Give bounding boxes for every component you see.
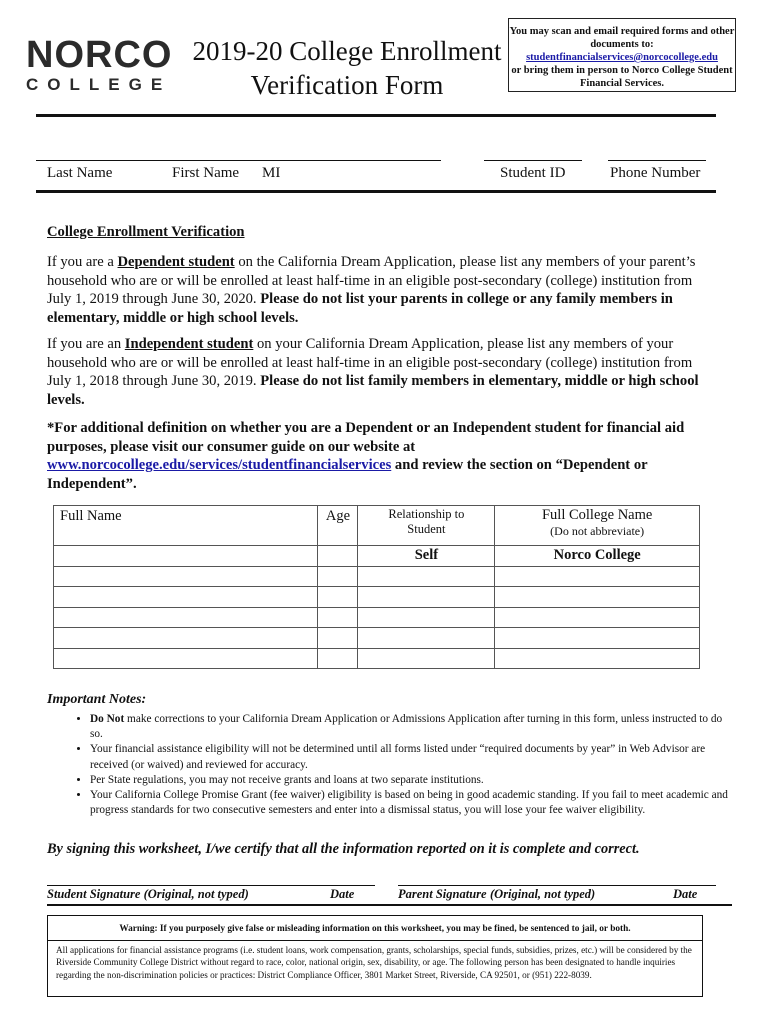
non-discrimination-notice: All applications for financial assistance programs (i.e. student loans, work compensation, grants, scholarships, special funds, subsidies, prizes, etc.) will be considered by the Riverside Community College District without regard to race, color, national origin, sex, disability, or age. The following person has been designated to handle inquiries regarding the non-discrimination policies or practices: District Compliance Officer, 3801 Market Street, Riverside, CA 92501, or (951) 222-8039. — [47, 941, 703, 997]
first-name-label: First Name — [172, 165, 240, 181]
relationship-cell[interactable] — [358, 587, 495, 608]
notice-line1: You may scan and email required forms and other documents to: — [509, 26, 735, 50]
name-input-line[interactable] — [36, 160, 441, 161]
header-divider — [36, 114, 716, 117]
phone-input-line[interactable] — [608, 160, 706, 161]
household-enrollment-table — [53, 505, 700, 669]
notice-line2: or bring them in person to Norco College Student Financial Services. — [511, 65, 733, 89]
age-cell[interactable] — [318, 566, 358, 587]
college-cell[interactable] — [495, 566, 700, 587]
certification-statement: By signing this worksheet, I/we certify that all the information reported on it is complete and correct. — [47, 841, 640, 857]
student-signature-label: Student Signature (Original, not typed) — [47, 887, 249, 901]
relationship-cell[interactable] — [358, 566, 495, 587]
college-cell[interactable] — [495, 587, 700, 608]
form-title — [182, 34, 512, 102]
age-cell[interactable] — [318, 607, 358, 628]
mi-label: MI — [262, 165, 281, 181]
table-row — [54, 566, 700, 587]
self-college-cell: Norco College — [495, 546, 700, 567]
last-name-label: Last Name — [47, 165, 113, 181]
table-row — [54, 628, 700, 649]
definition-paragraph: *For additional definition on whether you are a Dependent or an Independent student for financial aid purposes, please visit our consumer guide on our website at www.norcocollege.edu/services/studentfinancialservices and review the section on “Dependent or Independent”. — [47, 420, 685, 492]
name-cell[interactable] — [54, 648, 318, 669]
note-item: • Do Not make corrections to your California Dream Application or Admissions Application after turning in this form, unless instructed to do so. — [90, 712, 730, 742]
independent-paragraph: If you are an Independent student on your California Dream Application, please list any members of your household who are or will be enrolled at least half-time in an eligible post-secondary (college) institution from July 1, 2018 through June 30, 2019. Please do not list family members in elementary, middle or high school levels. — [47, 336, 699, 408]
table-row — [54, 587, 700, 608]
phone-number-label: Phone Number — [610, 165, 701, 181]
col-full-name: Full Name — [54, 506, 318, 546]
relationship-cell[interactable] — [358, 628, 495, 649]
parent-signature-label: Parent Signature — [398, 887, 487, 901]
name-cell[interactable] — [54, 607, 318, 628]
important-notes-title: Important Notes: — [47, 692, 147, 707]
self-relationship-cell: Self — [358, 546, 495, 567]
col-relationship: Relationship to Student — [358, 506, 495, 546]
student-date-label: Date — [330, 887, 355, 901]
table-row — [54, 607, 700, 628]
student-id-label: Student ID — [500, 165, 566, 181]
self-name-cell[interactable] — [54, 546, 318, 567]
name-cell[interactable] — [54, 628, 318, 649]
note-item: • Per State regulations, you may not receive grants and loans at two separate institutions. — [90, 773, 730, 788]
self-age-cell[interactable] — [318, 546, 358, 567]
age-cell[interactable] — [318, 648, 358, 669]
fields-divider — [36, 190, 716, 193]
parent-signature-note: (Original, not typed) — [490, 887, 596, 901]
age-cell[interactable] — [318, 628, 358, 649]
note-item: • Your financial assistance eligibility will not be determined until all forms listed under “required documents by year” in Web Advisor are received (or waived) and reviewed for accuracy. — [90, 742, 730, 772]
dependent-term: Dependent student — [117, 254, 235, 270]
col-college-note: (Do not abbreviate) — [550, 524, 645, 538]
parent-signature-line[interactable] — [398, 885, 716, 886]
submission-notice-box — [508, 18, 736, 92]
relationship-cell[interactable] — [358, 648, 495, 669]
table-row — [54, 648, 700, 669]
name-cell[interactable] — [54, 566, 318, 587]
notice-email-link[interactable]: studentfinancialservices@norcocollege.edu — [526, 52, 718, 63]
independent-term: Independent student — [124, 336, 254, 352]
student-signature-line[interactable] — [47, 885, 375, 886]
college-cell[interactable] — [495, 648, 700, 669]
warning-box: Warning: If you purposely give false or misleading information on this worksheet, you may be fined, be sentenced to jail, or both. — [47, 915, 703, 941]
important-notes-list — [68, 712, 730, 818]
college-cell[interactable] — [495, 628, 700, 649]
section-heading: College Enrollment Verification — [47, 224, 245, 240]
name-cell[interactable] — [54, 587, 318, 608]
logo-norco: NORCO — [26, 34, 173, 76]
college-cell[interactable] — [495, 607, 700, 628]
parent-date-label: Date — [673, 887, 698, 901]
website-link[interactable]: www.norcocollege.edu/services/studentfinancialservices — [47, 457, 392, 473]
col-age: Age — [318, 506, 358, 546]
form-title-line2: Verification Form — [250, 70, 444, 100]
col-college-label: Full College Name — [541, 507, 653, 523]
student-id-input-line[interactable] — [484, 160, 582, 161]
age-cell[interactable] — [318, 587, 358, 608]
signature-divider — [47, 904, 732, 906]
relationship-cell[interactable] — [358, 607, 495, 628]
form-title-line1: 2019-20 College Enrollment — [192, 36, 502, 66]
note-item: • Your California College Promise Grant (fee waiver) eligibility is based on being in good academic standing. If you fail to meet academic and progress standards for two consecutive semesters and enter into a dismissal status, you will lose your fee waiver eligibility. — [90, 788, 730, 818]
dependent-paragraph: If you are a Dependent student on the California Dream Application, please list any members of your parent’s household who are or will be enrolled at least half-time in an eligible post-secondary (college) institution from July 1, 2019 through June 30, 2020. Please do not list your parents in college or any family members in elementary, middle or high school levels. — [47, 254, 696, 326]
logo-college: COLLEGE — [26, 75, 172, 94]
table-row-self — [54, 546, 700, 567]
table-header-row — [54, 506, 700, 546]
col-college — [495, 506, 700, 546]
